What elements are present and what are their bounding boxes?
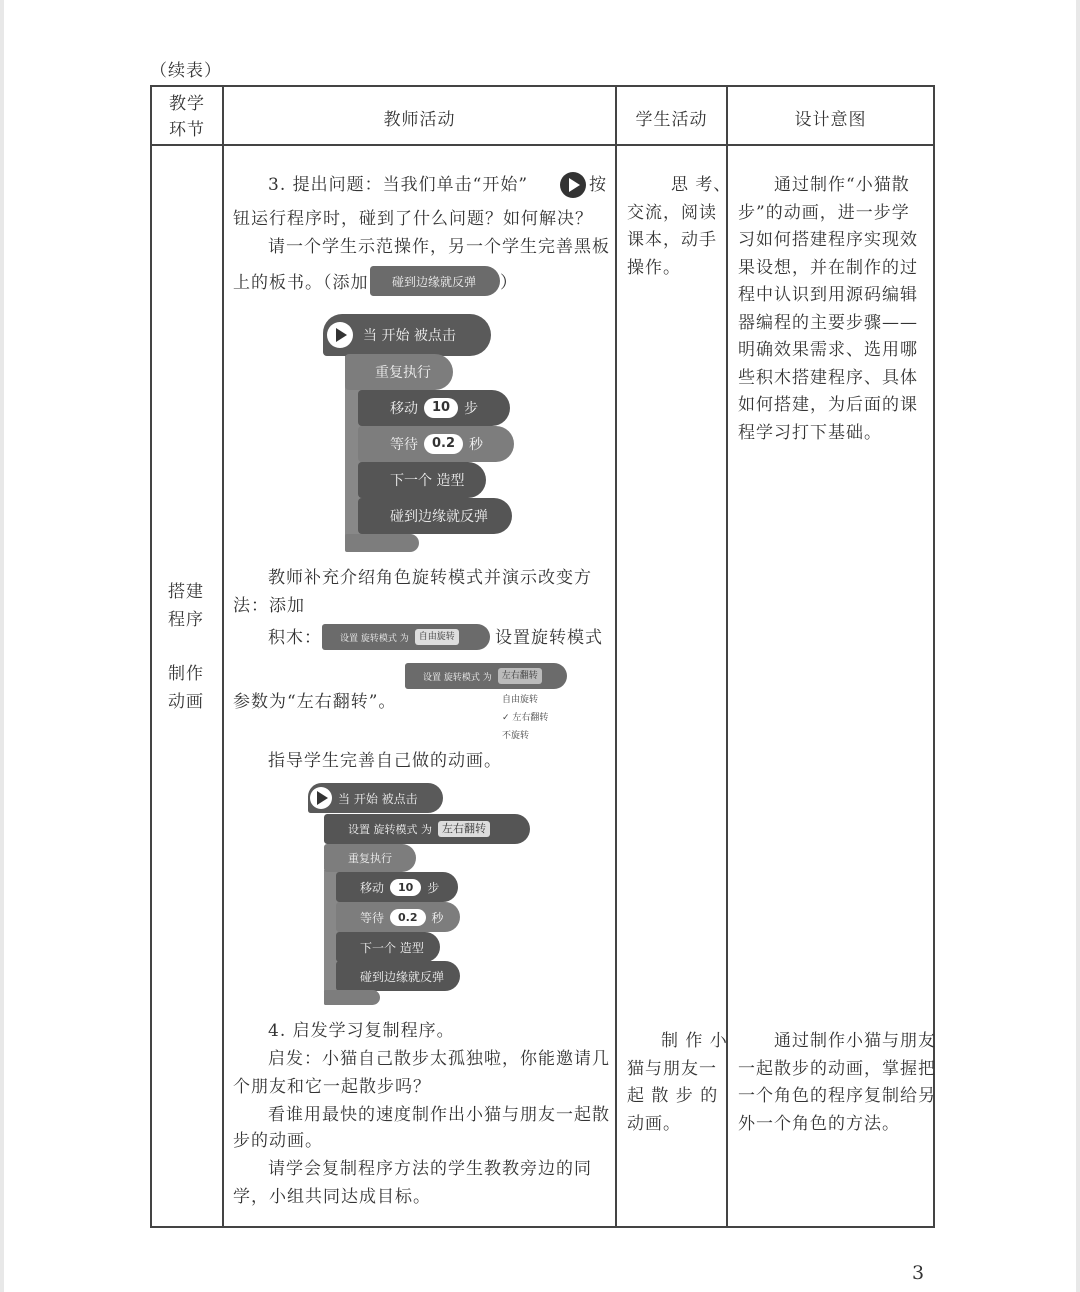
student-s2-line3: 起 散 步 的: [627, 1086, 719, 1106]
teacher-p6-b: 个朋友和它一起散步吗？: [233, 1077, 431, 1097]
teacher-p8-a: 请学会复制程序方法的学生教教旁边的同: [268, 1159, 592, 1179]
stage-build: [168, 579, 204, 634]
design-d1-line1: 通过制作“小猫散: [774, 175, 910, 195]
script2-repeat-block: 重复执行: [324, 844, 416, 872]
script2-repeat-end: [324, 990, 380, 1005]
script2-seconds-label: 秒: [431, 910, 444, 925]
teacher-p3-c: 积木：: [268, 628, 322, 648]
script2-bounce-block: 碰到边缘就反弹: [336, 961, 460, 991]
table-bottom-border: [150, 1226, 935, 1228]
script1-seconds-label: 秒: [469, 437, 484, 453]
student-s2-line4: 动画。: [627, 1113, 681, 1134]
play-icon: [560, 172, 586, 198]
design-d1-line8: 些积木搭建程序、具体: [738, 367, 918, 388]
script2-wait-value: 0.2: [390, 909, 426, 926]
left-border: [0, 0, 4, 1292]
script2-rotation-select: 左右翻转: [438, 821, 490, 837]
student-s1-line4: 操作。: [627, 257, 681, 278]
script2-wait-label: 等待: [360, 910, 385, 925]
rotation-dropdown-menu: [502, 691, 548, 745]
script1-costume-block: 下一个 造型: [358, 462, 486, 498]
teacher-p6-a: 启发：小猫自己散步太孤独啦，你能邀请几: [268, 1049, 610, 1069]
script1-repeat-block: 重复执行: [345, 354, 453, 390]
script2-rotation-block: [324, 814, 530, 844]
header-stage-line2: 环节: [169, 120, 205, 140]
teacher-p4: 指导学生完善自己做的动画。: [268, 751, 502, 771]
teacher-p1-b: 按: [589, 175, 607, 195]
teacher-p3-b: 法：添加: [233, 596, 305, 616]
design-d1-line5: 程中认识到用源码编辑: [738, 285, 918, 305]
design-d1-line6: 器编程的主要步骤——: [738, 312, 918, 333]
student-activity-2: [627, 1028, 728, 1138]
script2-rotation-label: 设置 旋转模式 为: [348, 823, 432, 836]
design-intent-1: [738, 172, 918, 447]
table-top-border: [150, 85, 935, 87]
script1-wait-value: 0.2: [424, 434, 463, 454]
teacher-p5: 4. 启发学习复制程序。: [268, 1021, 455, 1041]
teacher-p8-b: 学，小组共同达成目标。: [233, 1187, 431, 1207]
script2-move-block: [336, 872, 458, 902]
green-flag-icon-2: [310, 787, 332, 809]
teacher-p1-a: 3. 提出问题：当我们单击“开始”: [268, 175, 529, 195]
script1-hat-block: [323, 314, 491, 356]
dropdown-selected: 左右翻转: [498, 668, 542, 684]
script2-costume-block: 下一个 造型: [336, 932, 440, 962]
stage-line2: 程序: [168, 609, 204, 630]
script1-move-block: [358, 390, 510, 426]
teacher-p2-c: ）: [500, 273, 518, 293]
menu-option-lr-label: 左右翻转: [512, 713, 549, 723]
script1-bounce-block: 碰到边缘就反弹: [358, 498, 512, 534]
design-d2-line2: 一起散步的动画，掌握把: [738, 1058, 936, 1079]
script1-steps-label: 步: [464, 401, 479, 417]
teacher-p3-a: 教师补充介绍角色旋转模式并演示改变方: [268, 568, 592, 588]
teacher-p2-a: 请一个学生示范操作，另一个学生完善黑板: [268, 237, 610, 257]
design-d1-line4: 果设想，并在制作的过: [738, 257, 918, 278]
teacher-p3-e: 参数为“左右翻转”。: [233, 692, 397, 712]
script1-wait-label: 等待: [390, 437, 418, 453]
design-d1-line3: 习如何搭建程序实现效: [738, 230, 918, 250]
student-s1-line3: 课本，动手: [627, 230, 717, 250]
design-d1-line9: 如何搭建，为后面的课: [738, 395, 918, 415]
stage-animate: [168, 661, 204, 716]
menu-option-free: 自由旋转: [502, 695, 539, 705]
menu-option-lr: ✓ 左右翻转: [502, 713, 549, 723]
script1-repeat-end: [345, 534, 419, 552]
design-d2-line3: 一个角色的程序复制给另: [738, 1086, 936, 1106]
menu-option-none: 不旋转: [502, 731, 530, 741]
table-left-border: [150, 85, 152, 1228]
inline-rotation-label: 设置 旋转模式 为: [340, 633, 409, 644]
col-divider-1: [222, 85, 224, 1228]
header-stage: [156, 91, 218, 143]
teacher-p7-b: 步的动画。: [233, 1131, 323, 1151]
header-design: 设计意图: [794, 110, 867, 130]
stage-line1: 搭建: [168, 582, 204, 602]
green-flag-icon: [327, 322, 353, 348]
student-s2-line1: 制 作 小: [661, 1031, 728, 1051]
teacher-p7-a: 看谁用最快的速度制作出小猫与朋友一起散: [268, 1105, 610, 1125]
col-divider-2: [615, 85, 617, 1228]
design-d1-line7: 明确效果需求、选用哪: [738, 340, 918, 360]
student-s1-line1: 思 考、: [671, 175, 732, 195]
student-activity-1: [627, 172, 731, 282]
script1-wait-block: [358, 426, 514, 462]
student-s1-line2: 交流，阅读: [627, 202, 717, 223]
script2-move-label: 移动: [360, 880, 385, 895]
continued-label: （续表）: [150, 61, 222, 81]
script1-move-value: 10: [424, 398, 458, 418]
script1-move-label: 移动: [390, 401, 418, 417]
page-number: 3: [912, 1262, 925, 1284]
stage-line3: 制作: [168, 664, 204, 684]
teacher-p3-d: 设置旋转模式: [495, 628, 603, 648]
design-d1-line10: 程学习打下基础。: [738, 422, 882, 443]
dropdown-block-label: 设置 旋转模式 为: [423, 672, 492, 683]
inline-rotation-select: 自由旋转: [415, 629, 459, 645]
script1-hat-label: 当 开始 被点击: [363, 328, 456, 344]
rotation-dropdown-block: [405, 663, 567, 689]
header-teacher: 教师活动: [383, 110, 456, 130]
design-intent-2: [738, 1028, 936, 1138]
design-d2-line4: 外一个角色的方法。: [738, 1113, 900, 1134]
header-student: 学生活动: [635, 110, 708, 130]
student-s2-line2: 猫与朋友一: [627, 1058, 717, 1079]
right-border: [1076, 0, 1080, 1292]
teacher-p2-b: 上的板书。（添加: [233, 273, 369, 293]
teacher-p1-c: 钮运行程序时，碰到了什么问题？如何解决？: [233, 209, 593, 229]
script2-hat-label: 当 开始 被点击: [338, 791, 418, 806]
design-d2-line1: 通过制作小猫与朋友: [774, 1031, 936, 1051]
header-divider: [150, 144, 935, 146]
stage-line4: 动画: [168, 691, 204, 712]
script2-hat-block: [308, 783, 443, 813]
script2-wait-block: [336, 902, 460, 932]
inline-rotation-block: [322, 624, 490, 650]
script2-steps-label: 步: [427, 880, 440, 895]
header-stage-line1: 教学: [169, 94, 205, 114]
inline-bounce-block: 碰到边缘就反弹: [370, 266, 500, 296]
design-d1-line2: 步”的动画，进一步学: [738, 202, 910, 223]
script2-move-value: 10: [390, 879, 421, 896]
